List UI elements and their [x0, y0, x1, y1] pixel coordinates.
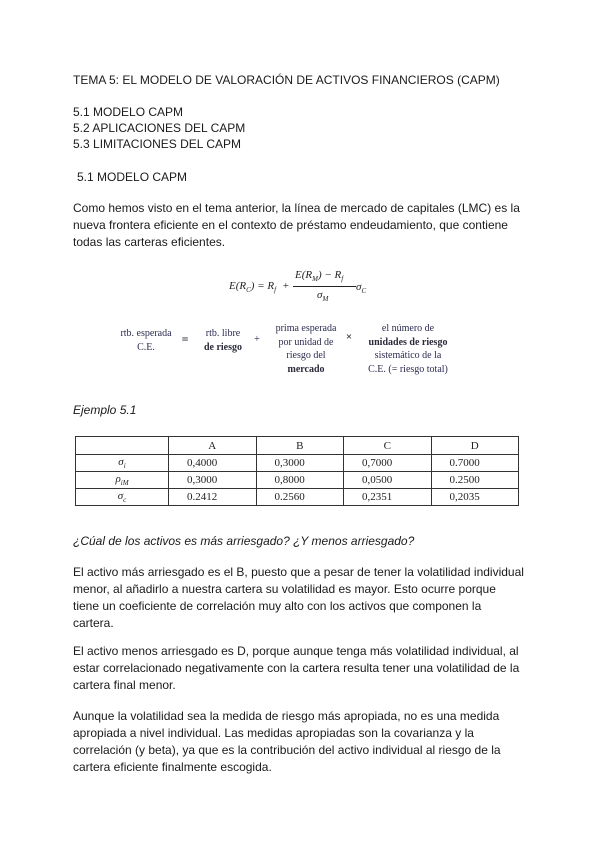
- label-equals: =: [181, 332, 189, 346]
- answer-paragraph-2: [73, 643, 533, 694]
- paragraph-line: apropiada a nivel individual. Las medidas apropiadas son la covarianza y la: [73, 726, 474, 740]
- page-title: TEMA 5: EL MODELO DE VALORACIÓN DE ACTIVOS FINANCIEROS (CAPM): [73, 73, 500, 87]
- answer-paragraph-3: [73, 708, 533, 776]
- table-row: [76, 455, 519, 472]
- paragraph-line: Aunque la volatilidad sea la medida de riesgo más apropiada, no es una medida: [73, 709, 500, 723]
- label-times: ×: [345, 331, 353, 343]
- table-header-row: [76, 437, 519, 455]
- label-market-premium: prima esperada por unidad de riesgo del mercado: [275, 323, 337, 375]
- label-expected-return: rtb. esperada C.E.: [120, 328, 172, 353]
- row-label-rho-im: $\rho_{iM}$: [76, 472, 169, 489]
- table-cell: 0.7000: [431, 455, 519, 472]
- row-label-sigma-i: $\sigma_i$: [76, 455, 169, 472]
- paragraph-line: cartera eficiente finalmente escogida.: [73, 760, 272, 774]
- example-table: [75, 436, 519, 506]
- intro-paragraph: [73, 200, 533, 251]
- table-cell: 0,0500: [344, 472, 432, 489]
- toc-item-2: 5.2 APLICACIONES DEL CAPM: [73, 121, 246, 135]
- formula-denominator: $\sigma_M$: [317, 289, 329, 304]
- table-header-cell: B: [256, 437, 344, 455]
- formula-numerator: $E(R_M) - R_f$: [295, 269, 344, 284]
- intro-line-2: nueva frontera eficiente en el contexto de préstamo endeudamiento, que contiene: [73, 218, 508, 232]
- table-header-cell: D: [431, 437, 519, 455]
- table-row: [76, 472, 519, 489]
- paragraph-line: El activo menos arriesgado es D, porque aunque tenga más volatilidad individual, al: [73, 644, 519, 658]
- label-plus: +: [254, 334, 260, 345]
- table-cell: 0,8000: [256, 472, 344, 489]
- toc-item-3: 5.3 LIMITACIONES DEL CAPM: [73, 137, 242, 151]
- intro-line-3: todas las carteras eficientes.: [73, 235, 226, 249]
- table-cell: 0,3000: [256, 455, 344, 472]
- row-label-sigma-c: $\sigma_c$: [76, 489, 169, 506]
- table-cell: 0,7000: [344, 455, 432, 472]
- table-cell: 0.2500: [431, 472, 519, 489]
- table-cell: 0,4000: [169, 455, 257, 472]
- label-risk-free: rtb. libre de riesgo: [203, 328, 243, 353]
- table-cell: 0,2035: [431, 489, 519, 506]
- table-header-cell: C: [344, 437, 432, 455]
- formula-fraction-bar: [293, 286, 356, 287]
- formula-lhs: $E(R_C) = R_f$ +: [229, 280, 290, 295]
- table-cell: 0.2412: [169, 489, 257, 506]
- table-cell: 0.2560: [256, 489, 344, 506]
- paragraph-line: El activo más arriesgado es el B, puesto que a pesar de tener la volatilidad individual: [73, 565, 524, 579]
- table-header-cell: A: [169, 437, 257, 455]
- paragraph-line: tiene un coeficiente de correlación muy alto con los activos que componen la: [73, 599, 482, 613]
- paragraph-line: cartera final menor.: [73, 678, 176, 692]
- question-text: ¿Cúal de los activos es más arriesgado? ¿Y menos arriesgado?: [73, 534, 415, 548]
- paragraph-line: estar correlacionado negativamente con la cartera resulta tener una volatilidad de la: [73, 661, 520, 675]
- paragraph-line: menor, al añadirlo a nuestra cartera su volatilidad es mayor. Esto ocurre porque: [73, 582, 496, 596]
- paragraph-line: cartera.: [73, 616, 114, 630]
- table-cell: 0,3000: [169, 472, 257, 489]
- answer-paragraph-1: [73, 564, 533, 632]
- table-header-cell: [76, 437, 169, 455]
- label-risk-units: el número de unidades de riesgo sistemático de la C.E. (= riesgo total): [368, 323, 448, 375]
- section-heading: 5.1 MODELO CAPM: [77, 170, 188, 184]
- formula-tail: $\sigma_C$: [356, 281, 367, 296]
- paragraph-line: correlación (y beta), ya que es la contribución del activo individual al riesgo de la: [73, 743, 501, 757]
- example-title: Ejemplo 5.1: [73, 403, 137, 417]
- intro-line-1: Como hemos visto en el tema anterior, la línea de mercado de capitales (LMC) es la: [73, 201, 520, 215]
- toc-item-1: 5.1 MODELO CAPM: [73, 105, 184, 119]
- table-cell: 0,2351: [344, 489, 432, 506]
- table-row: [76, 489, 519, 506]
